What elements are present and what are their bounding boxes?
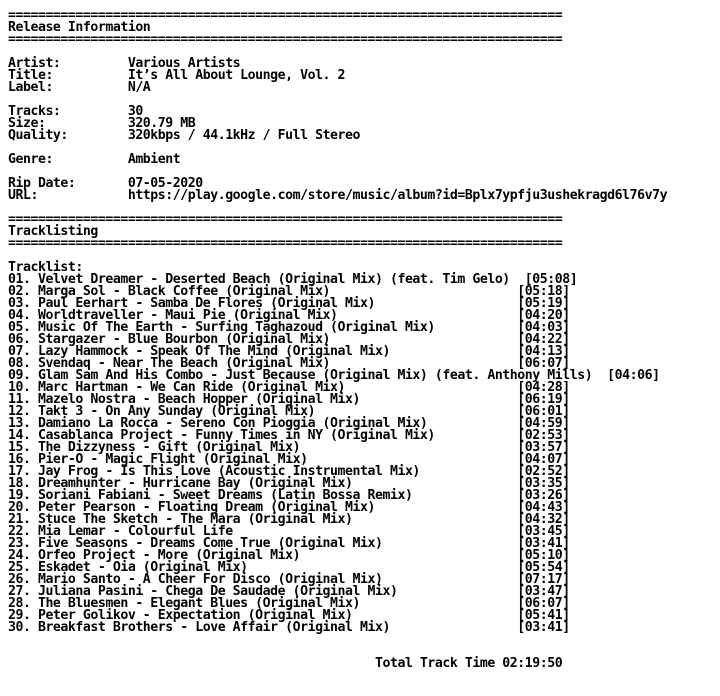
track-row: 06. Stargazer - Blue Bourbon (Original Mix) [04:22]: [8, 332, 570, 347]
info-row: Quality: 320kbps / 44.1kHz / Full Stereo: [8, 128, 361, 143]
track-row: 22. Mia Lemar - Colourful Life [03:45]: [8, 524, 570, 539]
track-row: 07. Lazy Hammock - Speak Of The Mind (Original Mix) [04:13]: [8, 344, 570, 359]
track-row: 04. Worldtraveller - Maui Pie (Original Mix) [04:20]: [8, 308, 570, 323]
track-row: 29. Peter Golikov - Expectation (Original Mix) [05:41]: [8, 608, 570, 623]
blank-line: [8, 634, 667, 646]
blank-line: [8, 250, 667, 262]
track-row: 11. Mazelo Nostra - Beach Hopper (Original Mix) [06:19]: [8, 392, 570, 407]
track-row: 01. Velvet Dreamer - Deserted Beach (Original Mix) (feat. Tim Gelo) [05:08]: [8, 272, 578, 287]
separator-line: ==========================================================================: [8, 236, 563, 251]
info-row: Size: 320.79 MB: [8, 116, 196, 131]
track-row: 15. The Dizzyness - Gift (Original Mix) [03:57]: [8, 440, 570, 455]
section-heading-tracklisting: Tracklisting: [8, 224, 98, 239]
section-heading-release-information: Release Information: [8, 20, 151, 35]
info-row: Tracks: 30: [8, 104, 143, 119]
track-row: 26. Mario Santo - A Cheer For Disco (Original Mix) [07:17]: [8, 572, 570, 587]
total-track-time: Total Track Time 02:19:50: [8, 656, 563, 671]
track-row: 10. Marc Hartman - We Can Ride (Original Mix) [04:28]: [8, 380, 570, 395]
track-row: 18. Dreamhunter - Hurricane Bay (Original Mix) [03:35]: [8, 476, 570, 491]
track-row: 20. Peter Pearson - Floating Dream (Original Mix) [04:43]: [8, 500, 570, 515]
track-row: 25. Eskadet - Oia (Original Mix) [05:54]: [8, 560, 570, 575]
info-row: Genre: Ambient: [8, 152, 181, 167]
info-row: Label: N/A: [8, 80, 151, 95]
separator-line: ==========================================================================: [8, 32, 563, 47]
track-row: 03. Paul Eerhart - Samba De Flores (Original Mix) [05:19]: [8, 296, 570, 311]
track-row: 21. Stuce The Sketch - The Mara (Original Mix) [04:32]: [8, 512, 570, 527]
track-row: 13. Damiano La Rocca - Sereno Con Pioggia (Original Mix) [04:59]: [8, 416, 570, 431]
separator-line: ==========================================================================: [8, 8, 563, 23]
track-row: 23. Five Seasons - Dreams Come True (Original Mix) [03:41]: [8, 536, 570, 551]
track-row: 09. Glam Sam And His Combo - Just Because (Original Mix) (feat. Anthony Mills) [04:06]: [8, 368, 660, 383]
info-row: Title: It’s All About Lounge, Vol. 2: [8, 68, 346, 83]
track-row: 24. Orfeo Project - More (Original Mix) [05:10]: [8, 548, 570, 563]
info-row: Rip Date: 07-05-2020: [8, 176, 203, 191]
track-row: 05. Music Of The Earth - Surfing Taghazoud (Original Mix) [04:03]: [8, 320, 570, 335]
track-row: 02. Marga Sol - Black Coffee (Original Mix) [05:18]: [8, 284, 570, 299]
track-row: 19. Soriani Fabiani - Sweet Dreams (Latin Bossa Remix) [03:26]: [8, 488, 570, 503]
track-row: 08. Svendaq - Near The Beach (Original Mix) [06:07]: [8, 356, 570, 371]
track-row: 27. Juliana Pasini - Chega De Saudade (Original Mix) [03:47]: [8, 584, 570, 599]
info-row: URL: https://play.google.com/store/music/album?id=Bplx7ypfju3ushekragd6l76v7y: [8, 188, 668, 203]
track-row: 30. Breakfast Brothers - Love Affair (Original Mix) [03:41]: [8, 620, 570, 635]
track-row: 14. Casablanca Project - Funny Times in NY (Original Mix) [02:53]: [8, 428, 570, 443]
tracklist-label: Tracklist:: [8, 260, 83, 275]
info-row: Artist: Various Artists: [8, 56, 241, 71]
track-row: 17. Jay Frog - Is This Love (Acoustic Instrumental Mix) [02:52]: [8, 464, 570, 479]
separator-line: ==========================================================================: [8, 212, 563, 227]
track-row: 28. The Bluesmen - Elegant Blues (Original Mix) [06:07]: [8, 596, 570, 611]
track-row: 16. Pier-O - Magic Flight (Original Mix) [04:07]: [8, 452, 570, 467]
track-row: 12. Takt 3 - On Any Sunday (Original Mix) [06:01]: [8, 404, 570, 419]
nfo-text-document: [8, 10, 667, 670]
